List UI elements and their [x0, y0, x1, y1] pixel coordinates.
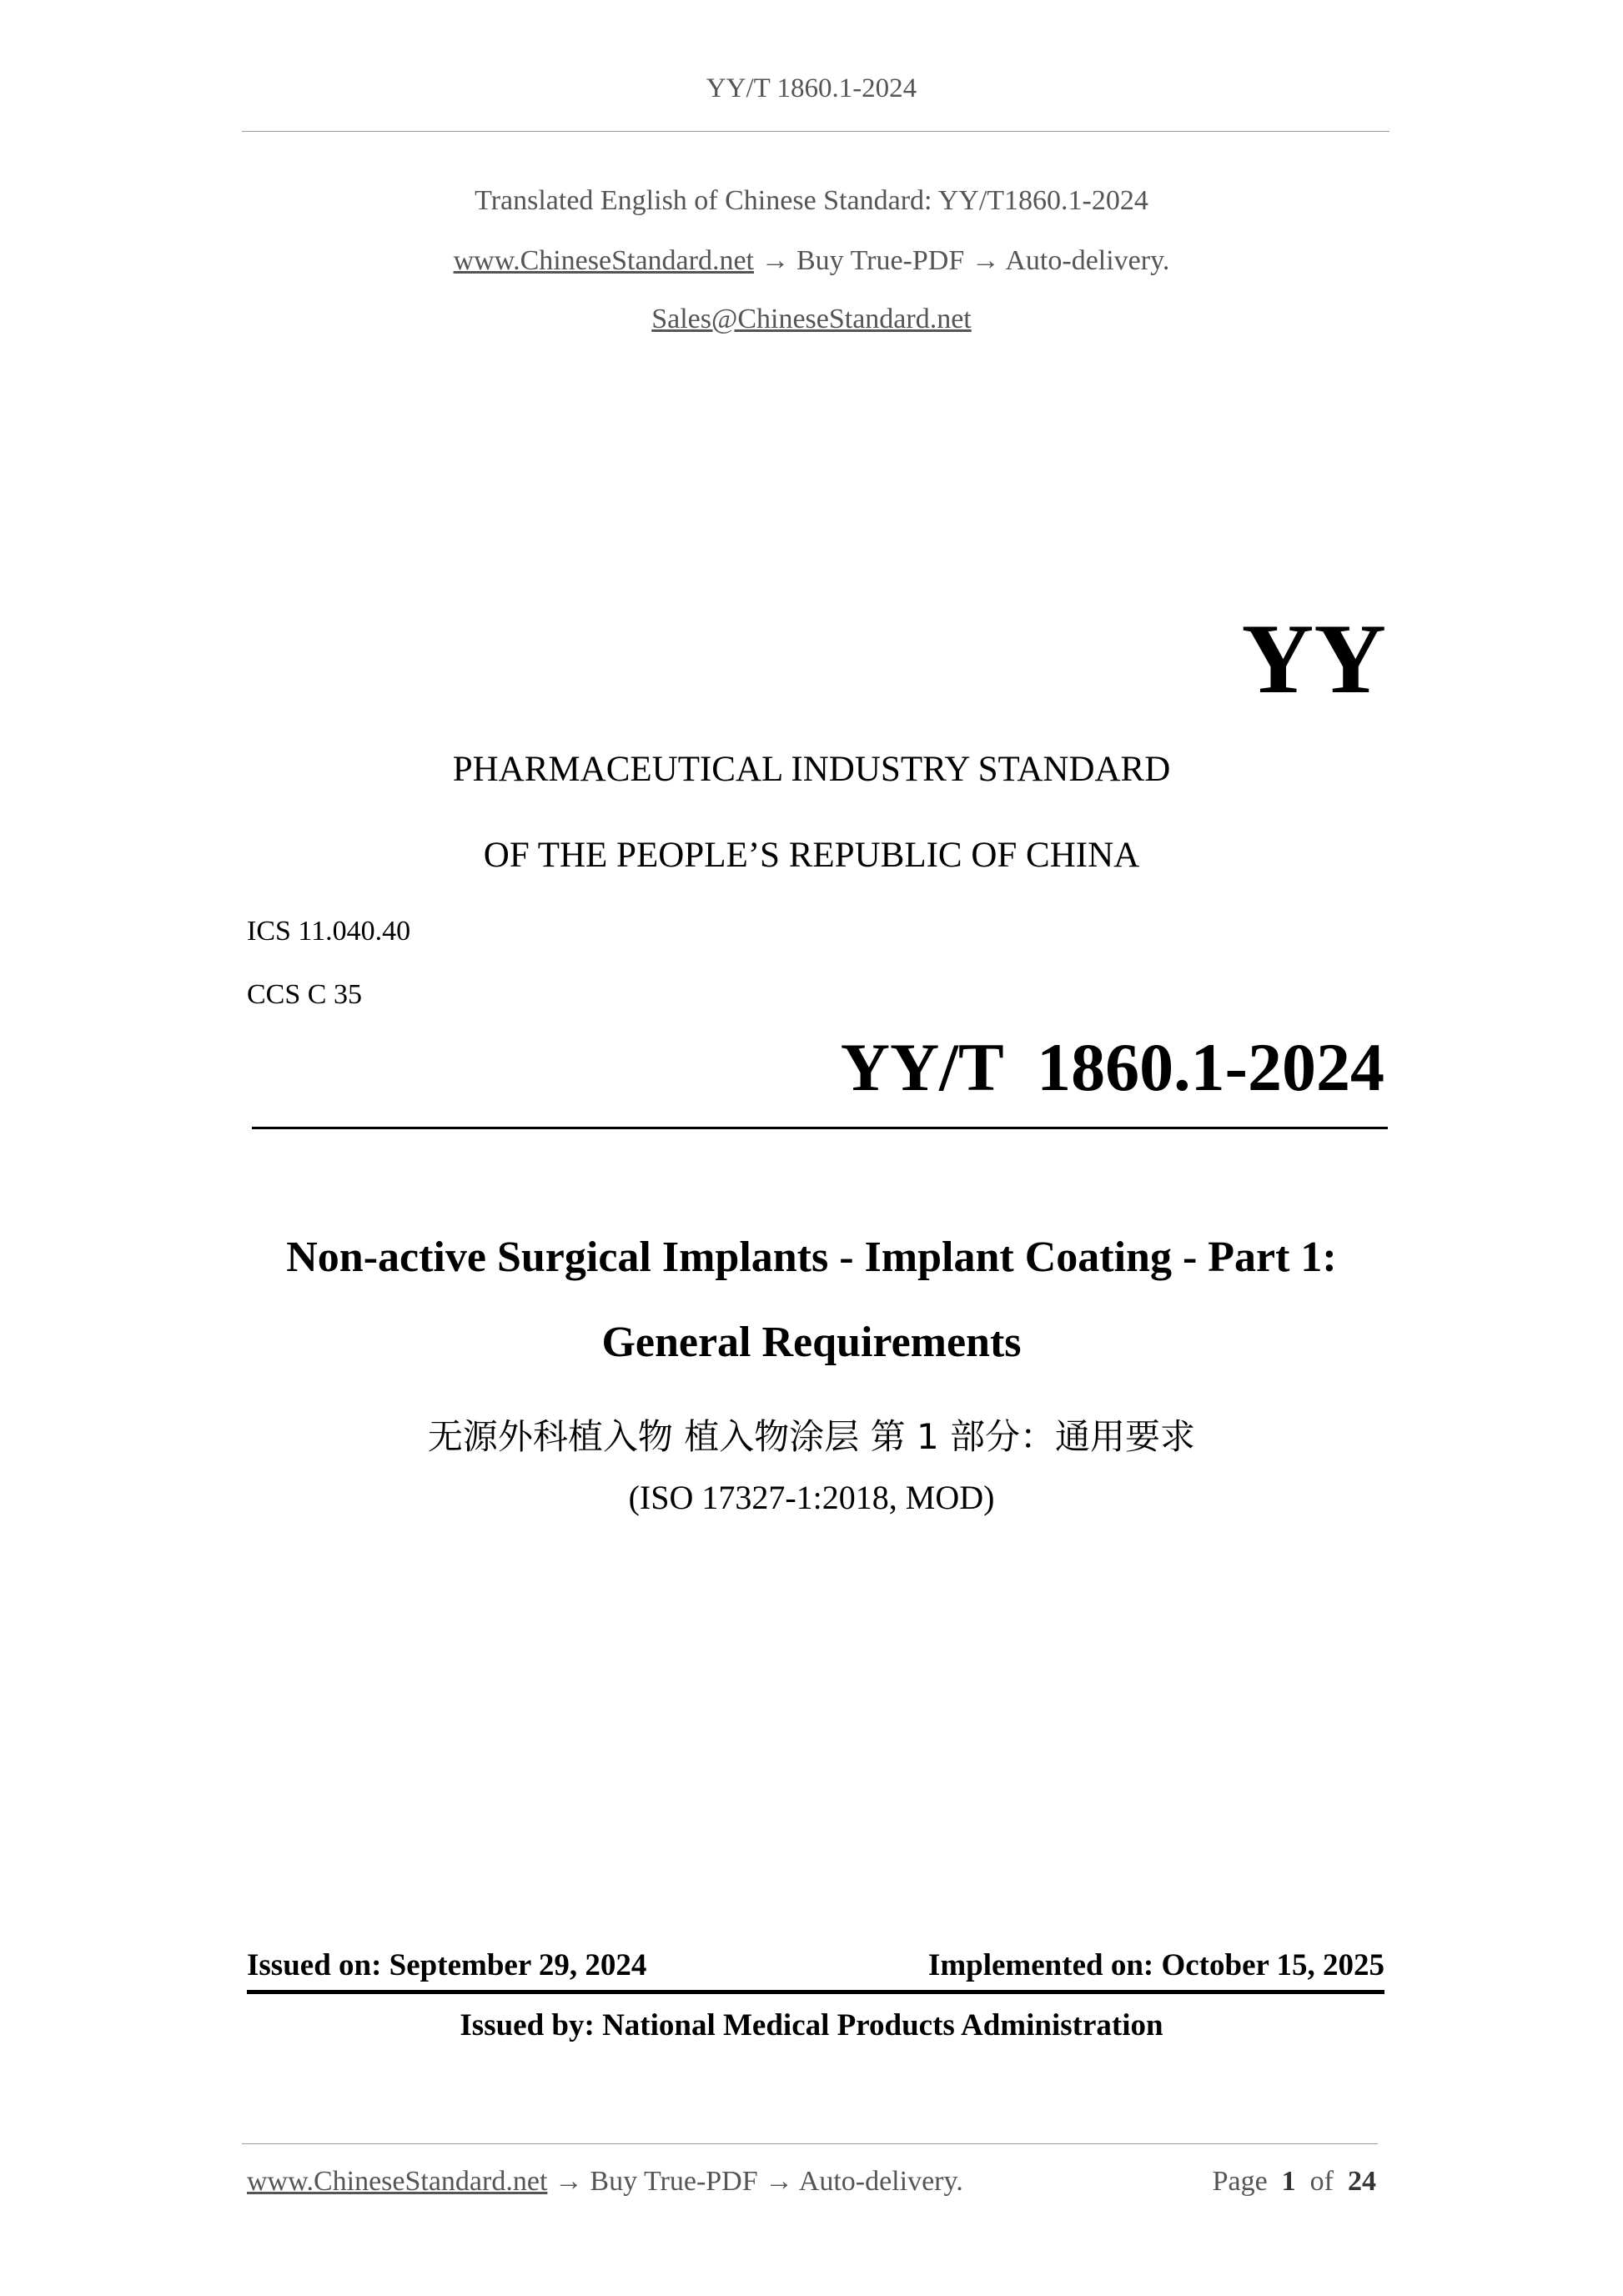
- issued-date: Issued on: September 29, 2024: [247, 1948, 647, 1982]
- arrow-icon: →: [554, 2166, 583, 2197]
- sales-contact: [0, 304, 1623, 335]
- standard-number: YY/T 1860.1-2024: [840, 1029, 1384, 1105]
- site-link[interactable]: www.ChineseStandard.net: [453, 245, 754, 276]
- page-label: Page: [1212, 2166, 1268, 2197]
- footer-divider: [242, 2143, 1378, 2144]
- standard-mark: YY: [1241, 603, 1386, 714]
- footer-delivery-text: Auto-delivery.: [798, 2166, 963, 2197]
- sales-email-link[interactable]: Sales@ChineseStandard.net: [651, 304, 972, 334]
- document-title-line-1: Non-active Surgical Implants - Implant Coating - Part 1:: [286, 1233, 1337, 1281]
- footer-purchase-links: [247, 2166, 963, 2198]
- delivery-text: Auto-delivery.: [1005, 245, 1170, 276]
- header-divider: [242, 131, 1389, 132]
- purchase-links: [0, 245, 1623, 277]
- ics-code: ICS 11.040.40: [247, 916, 411, 947]
- standard-number-divider: [252, 1127, 1388, 1129]
- footer-buy-text: Buy True-PDF: [590, 2166, 758, 2197]
- ccs-code: CCS C 35: [247, 979, 362, 1010]
- iso-reference: (ISO 17327-1:2018, MOD): [628, 1479, 995, 1516]
- arrow-icon: →: [765, 2166, 794, 2197]
- document-title-line-2: General Requirements: [601, 1319, 1022, 1366]
- buy-text: Buy True-PDF: [796, 245, 965, 276]
- running-header: YY/T 1860.1-2024: [706, 73, 917, 103]
- implemented-date: Implemented on: October 15, 2025: [927, 1948, 1384, 1982]
- issuing-authority: Issued by: National Medical Products Administration: [460, 2008, 1163, 2042]
- document-title-chinese: 无源外科植入物 植入物涂层 第 1 部分：通用要求: [427, 1416, 1196, 1457]
- page-of-label: of: [1309, 2166, 1334, 2197]
- org-title-line-1: PHARMACEUTICAL INDUSTRY STANDARD: [452, 750, 1171, 789]
- translated-notice: Translated English of Chinese Standard: YY/T1860.1-2024: [475, 185, 1148, 216]
- page-counter: [1213, 2166, 1376, 2198]
- footer-site-link[interactable]: www.ChineseStandard.net: [247, 2166, 548, 2197]
- issue-divider: [247, 1990, 1384, 1994]
- page-current: 1: [1281, 2166, 1296, 2197]
- page-total: 24: [1348, 2166, 1376, 2197]
- org-title-line-2: OF THE PEOPLE’S REPUBLIC OF CHINA: [483, 836, 1140, 875]
- arrow-icon: →: [761, 245, 790, 276]
- arrow-icon: →: [971, 245, 1000, 276]
